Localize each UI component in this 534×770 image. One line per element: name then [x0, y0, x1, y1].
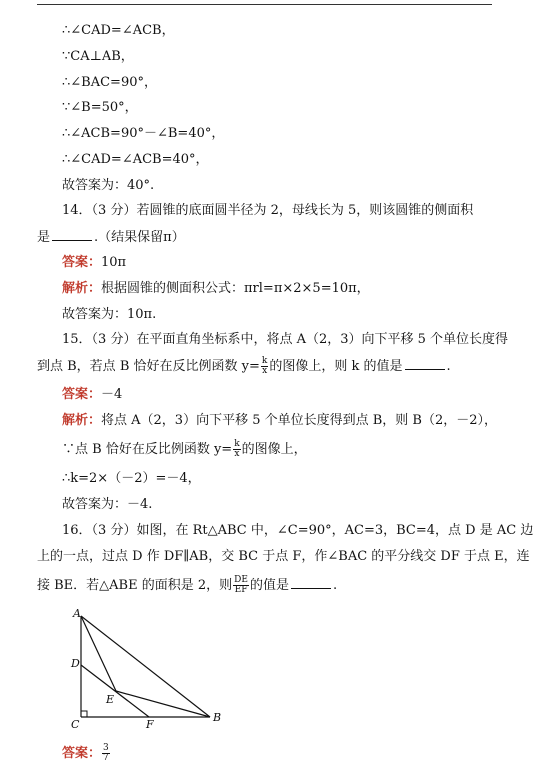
solution-line: ∵∠B=50°， [62, 100, 138, 115]
segment-be [116, 691, 210, 717]
solution-conclusion: 故答案为：40°. [62, 178, 155, 193]
q15-conclusion: 故答案为：－4. [62, 497, 153, 512]
fraction: $\frac{DE}{EF}$ [234, 575, 248, 595]
right-angle-mark [81, 711, 87, 717]
q16-stem-cont: 接 BE．若△ABE 的面积是 2，则 $\frac{DE}{EF}$ 的值是 . [37, 575, 338, 595]
answer-label: 答案： [62, 387, 102, 402]
q16-stem: 16．（3 分）如图，在 Rt△ABC 中，∠C=90°，AC=3，BC=4，点 D 是 AC 边 [62, 523, 534, 538]
label-d: D [71, 657, 80, 670]
angle-bisector-ae [81, 616, 116, 691]
q15-answer: 答案：－4 [62, 387, 123, 402]
fraction: $\frac{k}{x}$ [261, 356, 268, 376]
q14-stem: 14．（3 分）若圆锥的底面圆半径为 2，母线长为 5，则该圆锥的侧面积 [62, 203, 474, 218]
q16-stem-cont: 上的一点，过点 D 作 DF∥AB，交 BC 于点 F，作∠BAC 的平分线交 DF 于点 E，连 [37, 549, 530, 564]
answer-label: 答案： [62, 255, 102, 270]
answer-blank [405, 357, 445, 370]
q15-analysis: 解析：将点 A（2，3）向下平移 5 个单位长度得到点 B，则 B（2，－2）， [62, 413, 498, 428]
q15-step: ∴k=2×（－2）=－4， [62, 471, 201, 486]
q16-answer [62, 744, 111, 762]
top-rule [37, 4, 492, 5]
analysis-label: 解析： [62, 281, 102, 296]
q15-step: ∵点 B 恰好在反比例函数 y= $\frac{k}{x}$ 的图像上， [62, 439, 307, 459]
label-e: E [106, 693, 115, 706]
side-ab [81, 616, 210, 717]
segment-df [81, 665, 149, 717]
solution-line: ∵CA⊥AB， [62, 49, 134, 64]
q14-conclusion: 故答案为：10π. [62, 307, 157, 322]
analysis-label: 解析： [62, 413, 102, 428]
triangle-figure [60, 606, 230, 736]
q14-stem-cont: 是 .（结果保留π） [37, 230, 185, 245]
q15-stem: 15．（3 分）在平面直角坐标系中，将点 A（2，3）向下平移 5 个单位长度得 [62, 332, 509, 347]
answer-label: 答案： [62, 746, 102, 761]
q14-analysis: 解析：根据圆锥的侧面积公式：πrl=π×2×5=10π， [62, 281, 370, 296]
label-c: C [71, 718, 80, 731]
solution-line: ∴∠CAD=∠ACB， [62, 23, 175, 38]
solution-line: ∴∠ACB=90°－∠B=40°， [62, 126, 225, 141]
answer-blank [52, 228, 92, 241]
fraction: $\frac{3}{7}$ [103, 743, 109, 763]
q15-stem-cont: 到点 B，若点 B 恰好在反比例函数 y= $\frac{k}{x}$ 的图像上，则 k 的值是 . [37, 356, 451, 376]
solution-line: ∴∠CAD=∠ACB=40°， [62, 152, 209, 167]
label-f: F [146, 718, 154, 731]
q14-answer: 答案：10π [62, 255, 127, 270]
solution-line: ∴∠BAC=90°， [62, 75, 157, 90]
fraction: $\frac{k}{x}$ [234, 439, 240, 459]
label-a: A [73, 607, 81, 620]
label-b: B [213, 711, 222, 724]
answer-blank [291, 576, 331, 589]
